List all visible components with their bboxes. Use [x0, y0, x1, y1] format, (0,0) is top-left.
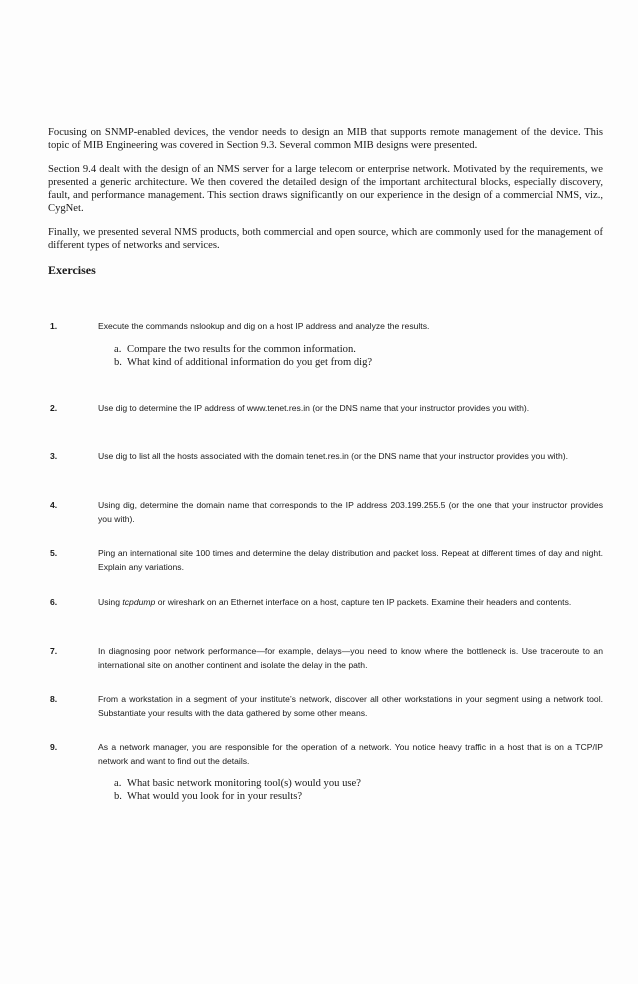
subitem-text: What kind of additional information do you get from dig? [127, 356, 373, 368]
subitem-label: b. [114, 791, 122, 802]
exercise-subitems [114, 343, 603, 369]
subitem-b [114, 356, 603, 369]
subitem-text: What basic network monitoring tool(s) would you use? [127, 778, 361, 789]
paragraph-mib-engineering: Focusing on SNMP-enabled devices, the vendor needs to design an MIB that supports remote management of the device. This topic of MIB Engineering was covered in Section 9.3. Several common MIB designs were presented. [48, 127, 603, 151]
exercise-text: Using tcpdump or wireshark on an Ethernet interface on a host, capture ten IP packets. Examine their headers and contents. [98, 597, 572, 607]
tcpdump-term: tcpdump [122, 597, 156, 607]
subitem-a [114, 777, 603, 790]
exercise-number: 8. [50, 694, 58, 704]
exercise-number: 7. [50, 646, 58, 656]
exercise-3 [48, 450, 603, 464]
exercise-text: From a workstation in a segment of your institute’s network, discover all other workstations in your segment using a network tool. Substantiate your results with the data gathered by some other means. [98, 694, 603, 718]
exercise-9 [48, 741, 603, 803]
exercise-7 [48, 645, 603, 672]
exercise-text: Using dig, determine the domain name that corresponds to the IP address 203.199.255.5 (or the one that your instructor provides you with). [98, 500, 603, 524]
paragraph-nms-server: Section 9.4 dealt with the design of an NMS server for a large telecom or enterprise network. Motivated by the requirements, we presented a generic architecture. We then covered the detailed design of the important architectural blocks, especially discovery, fault, and performance management. This section draws significantly on our experience in the design of a commercial NMS, viz., CygNet. [48, 164, 603, 214]
exercise-subitems [114, 777, 603, 803]
exercise-2 [48, 402, 603, 416]
paragraph-nms-products: Finally, we presented several NMS products, both commercial and open source, which are commonly used for the management of different types of networks and services. [48, 227, 603, 251]
subitem-a [114, 343, 603, 356]
exercise-8 [48, 693, 603, 720]
subitem-label: a. [114, 343, 122, 355]
subitem-text: What would you look for in your results? [127, 791, 303, 802]
exercise-6 [48, 596, 603, 610]
exercises-heading: Exercises [48, 263, 96, 277]
exercise-text: Ping an international site 100 times and determine the delay distribution and packet loss. Repeat at different times of day and night. Explain any variations. [98, 548, 603, 572]
exercise-5 [48, 547, 603, 574]
subitem-b [114, 790, 603, 803]
subitem-label: b. [114, 356, 122, 368]
exercise-number: 1. [50, 321, 58, 331]
exercise-number: 9. [50, 742, 58, 752]
exercise-number: 5. [50, 548, 58, 558]
exercise-number: 6. [50, 597, 58, 607]
subitem-text: Compare the two results for the common information. [127, 343, 356, 355]
exercise-1 [48, 320, 603, 369]
exercise-4 [48, 499, 603, 526]
exercise-text: Use dig to determine the IP address of www.tenet.res.in (or the DNS name that your instructor provides you with). [98, 403, 530, 413]
exercise-number: 4. [50, 500, 58, 510]
page-body [48, 126, 603, 302]
exercise-text: Execute the commands nslookup and dig on a host IP address and analyze the results. [98, 321, 430, 331]
exercise-text: Use dig to list all the hosts associated with the domain tenet.res.in (or the DNS name that your instructor provides you with). [98, 451, 569, 461]
exercise-text: As a network manager, you are responsible for the operation of a network. You notice heavy traffic in a host that is on a TCP/IP network and want to find out the details. [98, 742, 603, 766]
exercise-text: In diagnosing poor network performance—for example, delays—you need to know where the bottleneck is. Use traceroute to an international site on another continent and isolate the delay in the path. [98, 646, 603, 670]
exercise-number: 3. [50, 451, 58, 461]
exercise-number: 2. [50, 403, 58, 413]
subitem-label: a. [114, 778, 122, 789]
